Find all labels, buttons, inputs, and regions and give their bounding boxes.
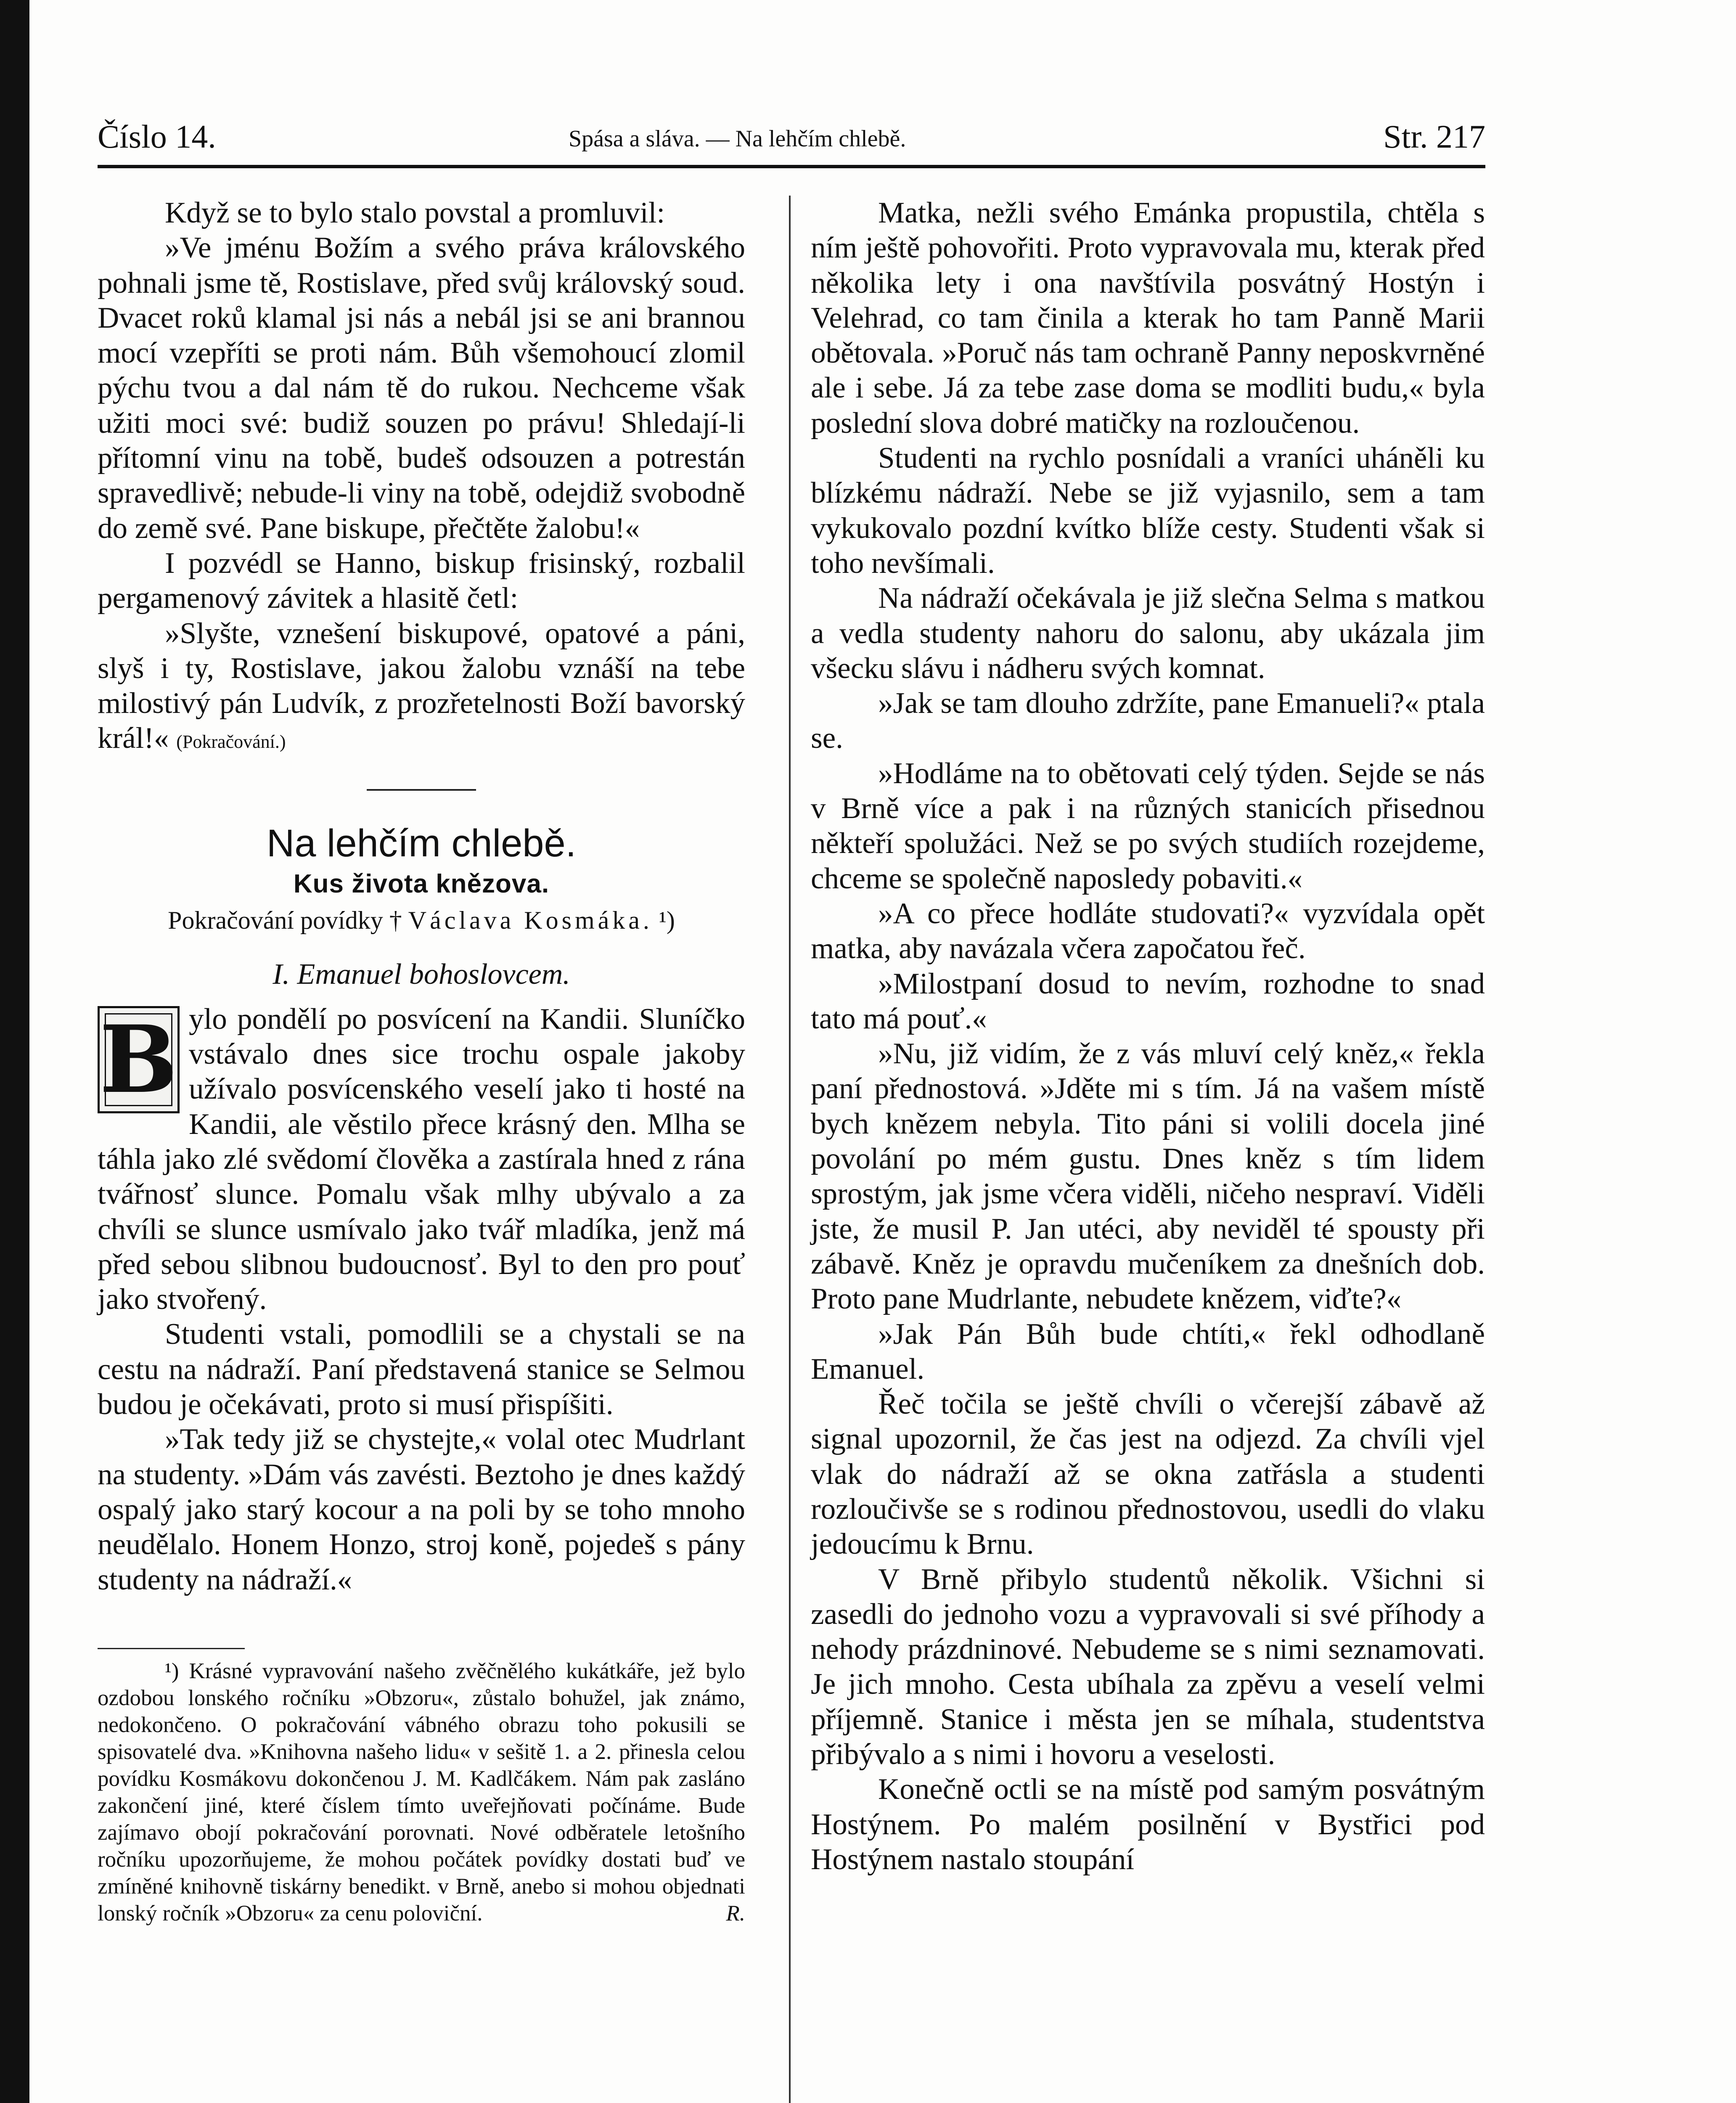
footnote-text: ¹) Krásné vypravování našeho zvěčnělého kukátkáře, jež bylo ozdobou lonského ročníku »Obzoru«, zůstalo bohužel, jak známo, nedokončeno. O pokračování vábného obrazu toho pokusili se spisovatelé dva. »Knihovna našeho lidu« v sešitě 1. a 2. přinesla celou povídku Kosmákovu dokončenou J. M. Kadlčákem. Nám pak zasláno zakončení jiné, které číslem tímto uveřejňovati počínáme. Bude zajímavo obojí pokračování porovnati. Nové odběratele letošního ročníku upozorňujeme, že mohou počátek povídky dostati buď ve zmíněné knihovně tiskárny benedikt. v Brně, anebo si mohou objednati lonský ročník »Obzoru« za cenu poloviční. xyxy=(98,1658,745,1926)
story-subtitle: Kus života knězova. xyxy=(293,869,550,898)
continued-note: (Pokračování.) xyxy=(176,731,286,752)
paragraph: »Jak Pán Bůh bude chtíti,« řekl odhodlaně Emanuel. xyxy=(811,1317,1485,1385)
footnote-marker: ¹) xyxy=(659,906,675,934)
continuation-prefix: Pokračování povídky † xyxy=(168,906,408,934)
page-header xyxy=(98,114,1485,168)
paragraph: »Jak se tam dlouho zdržíte, pane Emanueli?« ptala se. xyxy=(811,687,1485,755)
paragraph: V Brně přibylo studentů několik. Všichni si zasedli do jednoho vozu a vypravovali si své příhody a nehody prázdninové. Nebudeme se s nimi seznamovati. Je jich mnoho. Cesta ubíhala za zpěvu a veselí velmi příjemně. Stanice i města jen se míhala, studentstva přibývalo a s nimi i hovoru a veselosti. xyxy=(811,1563,1485,1771)
footnote-rule xyxy=(98,1648,245,1649)
header-rule xyxy=(98,165,1485,168)
section-separator xyxy=(367,789,476,791)
paragraph xyxy=(98,616,745,760)
running-title: Spása a sláva. — Na lehčím chlebě. xyxy=(569,126,906,152)
page-number: Str. 217 xyxy=(1383,118,1485,155)
left-column xyxy=(98,196,745,1927)
story-title: Na lehčím chlebě. xyxy=(266,821,577,865)
paragraph: »Milostpaní dosud to nevím, rozhodne to snad tato má pouť.« xyxy=(811,967,1485,1035)
paragraph-text: »Slyšte, vznešení biskupové, opatové a páni, slyš i ty, Rostislave, jakou žalobu vznáší na tebe milostivý pán Ludvík, z prozřetelnosti Boží bavorský král!« xyxy=(98,617,745,755)
right-column xyxy=(811,196,1485,1877)
paragraph: Studenti na rychlo posnídali a vraníci uháněli ku blízkému nádraží. Nebe se již vyjasnilo, sem a tam vykukovalo pozdní kvítko blíže cesty. Studenti však si toho nevšímali. xyxy=(811,442,1485,580)
footnote-signature: R. xyxy=(726,1901,745,1926)
column-divider xyxy=(789,196,791,2103)
paragraph: Konečně octli se na místě pod samým posvátným Hostýnem. Po malém posilnění v Bystřici pod Hostýnem nastalo stoupání xyxy=(811,1773,1485,1876)
author-name: Václava Kosmáka. xyxy=(408,906,653,934)
paragraph: Řeč točila se ještě chvíli o včerejší zábavě až signal upozornil, že čas jest na odjezd. Za chvíli vjel vlak do nádraží až se okna zatřásla a studenti rozloučivše se s rodinou přednostovou, usedli do vlaku jedoucímu k Brnu. xyxy=(811,1388,1485,1561)
footnote xyxy=(98,1658,745,1927)
paragraph: »Tak tedy již se chystejte,« volal otec Mudrlant na studenty. »Dám vás zavésti. Beztoho je dnes každý ospalý jako starý kocour a na poli by se toho mnoho neudělalo. Honem Honzo, stroj koně, pojedeš s pány studenty na nádraží.« xyxy=(98,1423,745,1596)
scan-edge xyxy=(0,0,29,2103)
drop-cap-frame xyxy=(99,1005,178,1114)
drop-cap-letter: B xyxy=(99,1005,178,1114)
paragraph-text: ylo pondělí po posvícení na Kandii. Sluníčko vstávalo dnes sice trochu ospale jakoby užívalo posvícenského veselí jako ti hosté na Kandii, ale věstilo přece krásný den. Mlha se táhla jako zlé svědomí člověka a zastírala hned z rána tvářnosť slunce. Pomalu však mlhy ubývalo a za chvíli se slunce usmívalo jako tvář mladíka, jenž má před sebou slibnou budoucnosť. Byl to den pro pouť jako stvořený. xyxy=(98,1002,745,1316)
paragraph: »Hodláme na to obětovati celý týden. Sejde se nás v Brně více a pak i na různých stanicích přisednou někteří spolužáci. Než se po svých studiích rozejdeme, chceme se společně naposledy pobaviti.« xyxy=(811,757,1485,895)
paragraph: »Ve jménu Božím a svého práva královského pohnali jsme tě, Rostislave, před svůj královský soud. Dvacet roků klamal jsi nás a nebál jsi se ani brannou mocí vzepříti se proti nám. Bůh všemohoucí zlomil pýchu tvou a dal nám tě do rukou. Nechceme však užiti moci své: budiž souzen po právu! Shledají-li přítomní vinu na tobě, budeš odsouzen a potrestán spravedlivě; nebude-li viny na tobě, odejdiž svobodně do země své. Pane biskupe, přečtěte žalobu!« xyxy=(98,231,745,545)
paragraph: »Nu, již vidím, že z vás mluví celý kněz,« řekla paní přednostová. »Jděte mi s tím. Já na vašem místě bych knězem nebyla. Tito páni si volili docela jiné povolání po mém gustu. Dnes kněz s tím lidem sprostým, jak jsme včera viděli, ničeho nespraví. Viděli jste, že musil P. Jan utéci, aby neviděl té spousty při zábavě. Kněz je opravdu mučeníkem za dnešních dob. Proto pane Mudrlante, nebudete knězem, viďte?« xyxy=(811,1037,1485,1316)
paragraph: Studenti vstali, pomodlili se a chystali se na cestu na nádraží. Paní představená stanice se Selmou budou je očekávati, proto si musí přispíšiti. xyxy=(98,1318,745,1421)
chapter-title: I. Emanuel bohoslovcem. xyxy=(273,958,570,991)
paragraph xyxy=(98,1002,745,1317)
paragraph: Když se to bylo stalo povstal a promluvil: xyxy=(165,196,665,229)
paragraph: Na nádraží očekávala je již slečna Selma s matkou a vedla studenty nahoru do salonu, aby ukázala jim všecku slávu i nádheru svých komnat. xyxy=(811,582,1485,685)
drop-cap xyxy=(98,1006,180,1113)
paragraph: Matka, nežli svého Emánka propustila, chtěla s ním ještě pohovořiti. Proto vypravovala mu, kterak před několika lety i ona navštívila posvátný Hostýn i Velehrad, co tam činila a kterak ho tam Panně Marii obětovala. »Poruč nás tam ochraně Panny neposkvrněné ale i sebe. Já za tebe zase doma se modliti budu,« byla poslední slova dobré matičky na rozloučenou. xyxy=(811,196,1485,440)
paragraph: I pozvédl se Hanno, biskup frisinský, rozbalil pergamenový závitek a hlasitě četl: xyxy=(98,546,745,615)
continuation-line xyxy=(98,902,745,939)
paragraph: »A co přece hodláte studovati?« vyzvídala opět matka, aby navázala včera započatou řeč. xyxy=(811,897,1485,965)
issue-number: Číslo 14. xyxy=(98,118,216,155)
